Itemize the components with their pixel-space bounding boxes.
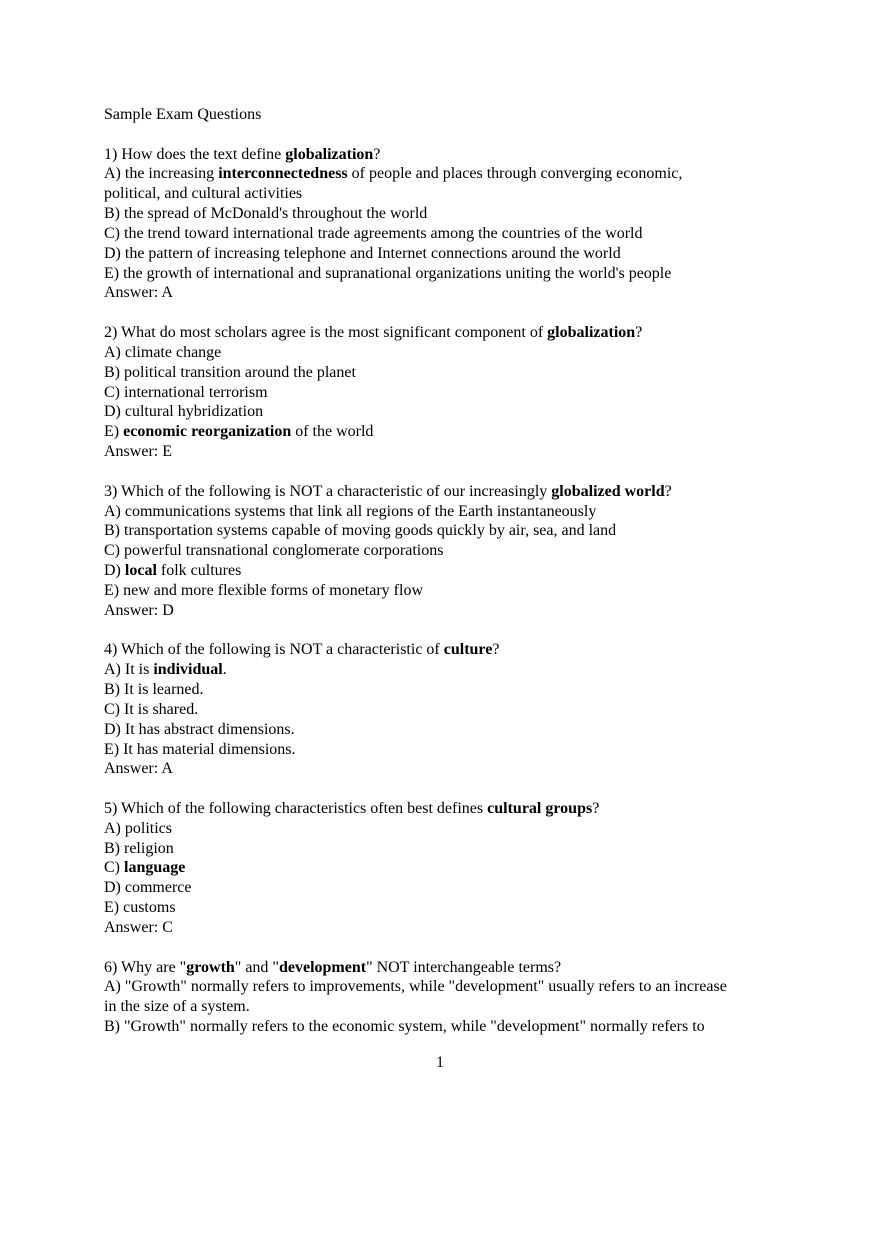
bold-term: globalized world [551, 482, 665, 500]
text-segment: . [222, 661, 227, 679]
text-segment: B) "Growth" normally refers to the economic system, while "development" normally refers to [104, 1018, 705, 1036]
text-line [104, 561, 727, 581]
text-line [104, 402, 727, 422]
text-line [104, 918, 727, 938]
text-segment: B) the spread of McDonald's throughout the world [104, 205, 428, 223]
text-line [104, 759, 727, 779]
text-segment: B) It is learned. [104, 681, 204, 699]
text-line [104, 740, 727, 760]
text-line [104, 977, 727, 997]
text-line [104, 145, 727, 165]
bold-term: development [278, 958, 367, 976]
text-segment: 3) Which of the following is NOT a characteristic of our increasingly [104, 482, 552, 500]
blank-line [104, 125, 727, 145]
bold-term: culture [443, 641, 493, 659]
text-segment: B) transportation systems capable of moving goods quickly by air, sea, and land [104, 522, 617, 540]
text-segment: E) [104, 423, 124, 441]
bold-term: local [124, 562, 157, 580]
bold-term: growth [186, 958, 235, 976]
text-segment: A) climate change [104, 343, 222, 361]
text-line [104, 224, 727, 244]
text-line [104, 184, 727, 204]
text-line [104, 521, 727, 541]
text-segment: A) "Growth" normally refers to improvements, while "development" usually refers to an increase [104, 978, 727, 996]
text-line [104, 680, 727, 700]
text-line [104, 958, 727, 978]
text-line [104, 819, 727, 839]
text-segment: D) the pattern of increasing telephone and Internet connections around the world [104, 244, 621, 262]
text-segment: B) religion [104, 839, 174, 857]
text-segment: Answer: E [104, 443, 172, 461]
blank-line [104, 462, 727, 482]
page-number: 1 [436, 1054, 444, 1071]
text-segment: ? [635, 324, 643, 342]
text-segment: 5) Which of the following characteristics often best defines [104, 799, 488, 817]
text-line [104, 541, 727, 561]
text-line [104, 720, 727, 740]
text-segment: E) customs [104, 899, 176, 917]
text-segment: D) [104, 562, 125, 580]
text-line [104, 105, 727, 125]
bold-term: language [124, 859, 186, 877]
text-segment: ? [592, 799, 600, 817]
text-segment: 1) How does the text define [104, 145, 286, 163]
blank-line [104, 303, 727, 323]
text-line [104, 363, 727, 383]
text-line [104, 442, 727, 462]
text-segment: of the world [291, 423, 374, 441]
text-segment: 4) Which of the following is NOT a characteristic of [104, 641, 444, 659]
text-line [104, 204, 727, 224]
text-segment: 6) Why are " [104, 958, 187, 976]
text-segment: political, and cultural activities [104, 185, 303, 203]
blank-line [104, 621, 727, 641]
text-segment: B) political transition around the planet [104, 363, 356, 381]
text-segment: " and " [234, 958, 279, 976]
text-line [104, 581, 727, 601]
text-segment: Sample Exam Questions [104, 106, 262, 123]
text-segment: folk cultures [156, 562, 242, 580]
text-segment: D) cultural hybridization [104, 403, 264, 421]
bold-term: economic reorganization [123, 423, 292, 441]
bold-term: cultural groups [487, 799, 593, 817]
text-line [104, 323, 727, 343]
text-segment: " NOT interchangeable terms? [366, 958, 562, 976]
text-segment: A) politics [104, 819, 172, 837]
bold-term: interconnectedness [218, 165, 348, 183]
text-line [104, 164, 727, 184]
text-segment: ? [373, 145, 381, 163]
blank-line [104, 938, 727, 958]
text-line [104, 482, 727, 502]
text-line [104, 422, 727, 442]
text-line [104, 898, 727, 918]
text-line [104, 660, 727, 680]
bold-term: globalization [285, 145, 374, 163]
text-line [104, 264, 727, 284]
text-segment: Answer: A [104, 284, 173, 302]
text-segment: ? [492, 641, 500, 659]
text-line [104, 601, 727, 621]
text-line [104, 839, 727, 859]
text-line [104, 383, 727, 403]
text-segment: D) commerce [104, 879, 192, 897]
text-segment: C) the trend toward international trade agreements among the countries of the world [104, 224, 643, 242]
text-segment: A) the increasing [104, 165, 219, 183]
bold-term: globalization [547, 324, 636, 342]
text-line [104, 1017, 727, 1037]
text-line [104, 858, 727, 878]
text-segment: Answer: C [104, 918, 173, 936]
bold-term: individual [153, 661, 223, 679]
text-segment: in the size of a system. [104, 998, 250, 1016]
text-line [104, 799, 727, 819]
text-segment: Answer: D [104, 601, 174, 619]
text-segment: C) international terrorism [104, 383, 268, 401]
text-segment: C) [104, 859, 124, 877]
text-line [104, 700, 727, 720]
text-segment: E) new and more flexible forms of monetary flow [104, 581, 424, 599]
text-line [104, 640, 727, 660]
text-segment: E) the growth of international and supranational organizations uniting the world's people [104, 264, 672, 282]
text-line [104, 997, 727, 1017]
text-line [104, 878, 727, 898]
text-segment: ? [664, 482, 672, 500]
blank-line [104, 779, 727, 799]
text-segment: A) It is [104, 661, 154, 679]
text-segment: Answer: A [104, 760, 173, 778]
text-line [104, 283, 727, 303]
text-segment: of people and places through converging economic, [347, 165, 683, 183]
text-line [104, 343, 727, 363]
text-line [104, 502, 727, 522]
text-segment: D) It has abstract dimensions. [104, 720, 295, 738]
text-segment: 2) What do most scholars agree is the most significant component of [104, 324, 548, 342]
document-body [104, 105, 727, 1037]
text-line [104, 244, 727, 264]
text-segment: A) communications systems that link all regions of the Earth instantaneously [104, 502, 597, 520]
text-segment: C) powerful transnational conglomerate corporations [104, 542, 444, 560]
text-segment: C) It is shared. [104, 700, 199, 718]
text-segment: E) It has material dimensions. [104, 740, 296, 758]
